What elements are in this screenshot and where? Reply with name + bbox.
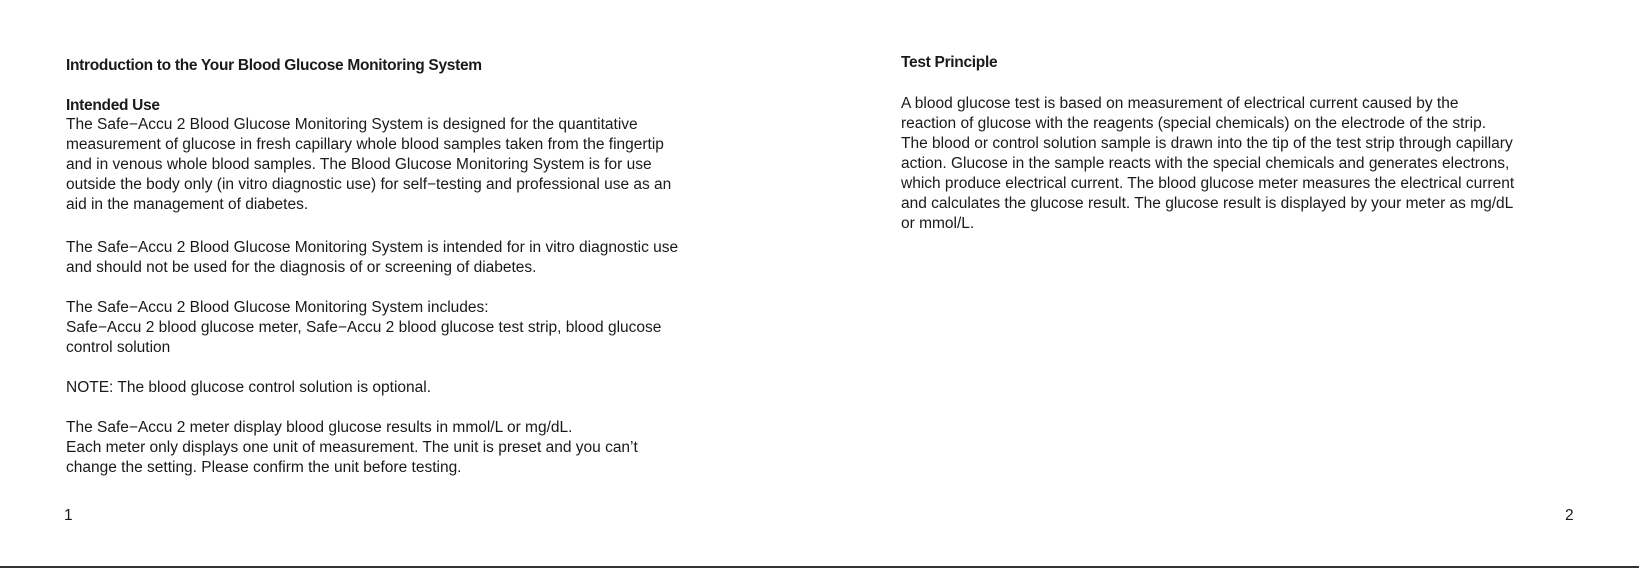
text-line: NOTE: The blood glucose control solution is optional. — [66, 379, 432, 396]
page-number: 1 — [64, 507, 73, 524]
test-principle-heading: Test Principle — [901, 54, 998, 71]
document-title: Introduction to the Your Blood Glucose Monitoring System — [66, 57, 482, 74]
text-line: action. Glucose in the sample reacts with the special chemicals and generates electrons, — [901, 155, 1510, 172]
intended-use-section — [66, 97, 671, 215]
system-includes-paragraph — [66, 298, 661, 358]
text-line: and in venous whole blood samples. The Blood Glucose Monitoring System is for use — [66, 156, 652, 173]
text-line: measurement of glucose in fresh capillary whole blood samples taken from the fingertip — [66, 136, 664, 153]
page-number: 2 — [1565, 507, 1574, 524]
text-line: The Safe−Accu 2 Blood Glucose Monitoring System is designed for the quantitative — [66, 116, 638, 133]
intended-use-heading: Intended Use — [66, 97, 160, 114]
text-line: The blood or control solution sample is drawn into the tip of the test strip through capillary — [901, 135, 1513, 152]
intended-use-paragraph — [66, 115, 671, 215]
text-line: control solution — [66, 339, 171, 356]
left-page — [66, 0, 766, 568]
test-principle-paragraph — [901, 94, 1514, 234]
text-line: change the setting. Please confirm the unit before testing. — [66, 459, 462, 476]
text-line: Each meter only displays one unit of measurement. The unit is preset and you can’t — [66, 439, 638, 456]
text-line: reaction of glucose with the reagents (special chemicals) on the electrode of the strip. — [901, 115, 1487, 132]
units-paragraph — [66, 418, 638, 478]
note-paragraph — [66, 378, 431, 398]
text-line: aid in the management of diabetes. — [66, 196, 309, 213]
right-page — [901, 0, 1601, 568]
diagnostic-use-paragraph — [66, 238, 678, 278]
text-line: or mmol/L. — [901, 215, 975, 232]
text-line: and calculates the glucose result. The glucose result is displayed by your meter as mg/dL — [901, 195, 1514, 212]
text-line: The Safe−Accu 2 Blood Glucose Monitoring System includes: — [66, 299, 489, 316]
text-line: A blood glucose test is based on measurement of electrical current caused by the — [901, 95, 1459, 112]
text-line: and should not be used for the diagnosis of or screening of diabetes. — [66, 259, 537, 276]
text-line: The Safe−Accu 2 meter display blood glucose results in mmol/L or mg/dL. — [66, 419, 573, 436]
text-line: which produce electrical current. The blood glucose meter measures the electrical current — [901, 175, 1515, 192]
text-line: Safe−Accu 2 blood glucose meter, Safe−Accu 2 blood glucose test strip, blood glucose — [66, 319, 662, 336]
text-line: outside the body only (in vitro diagnostic use) for self−testing and professional use as an — [66, 176, 672, 193]
text-line: The Safe−Accu 2 Blood Glucose Monitoring System is intended for in vitro diagnostic use — [66, 239, 679, 256]
